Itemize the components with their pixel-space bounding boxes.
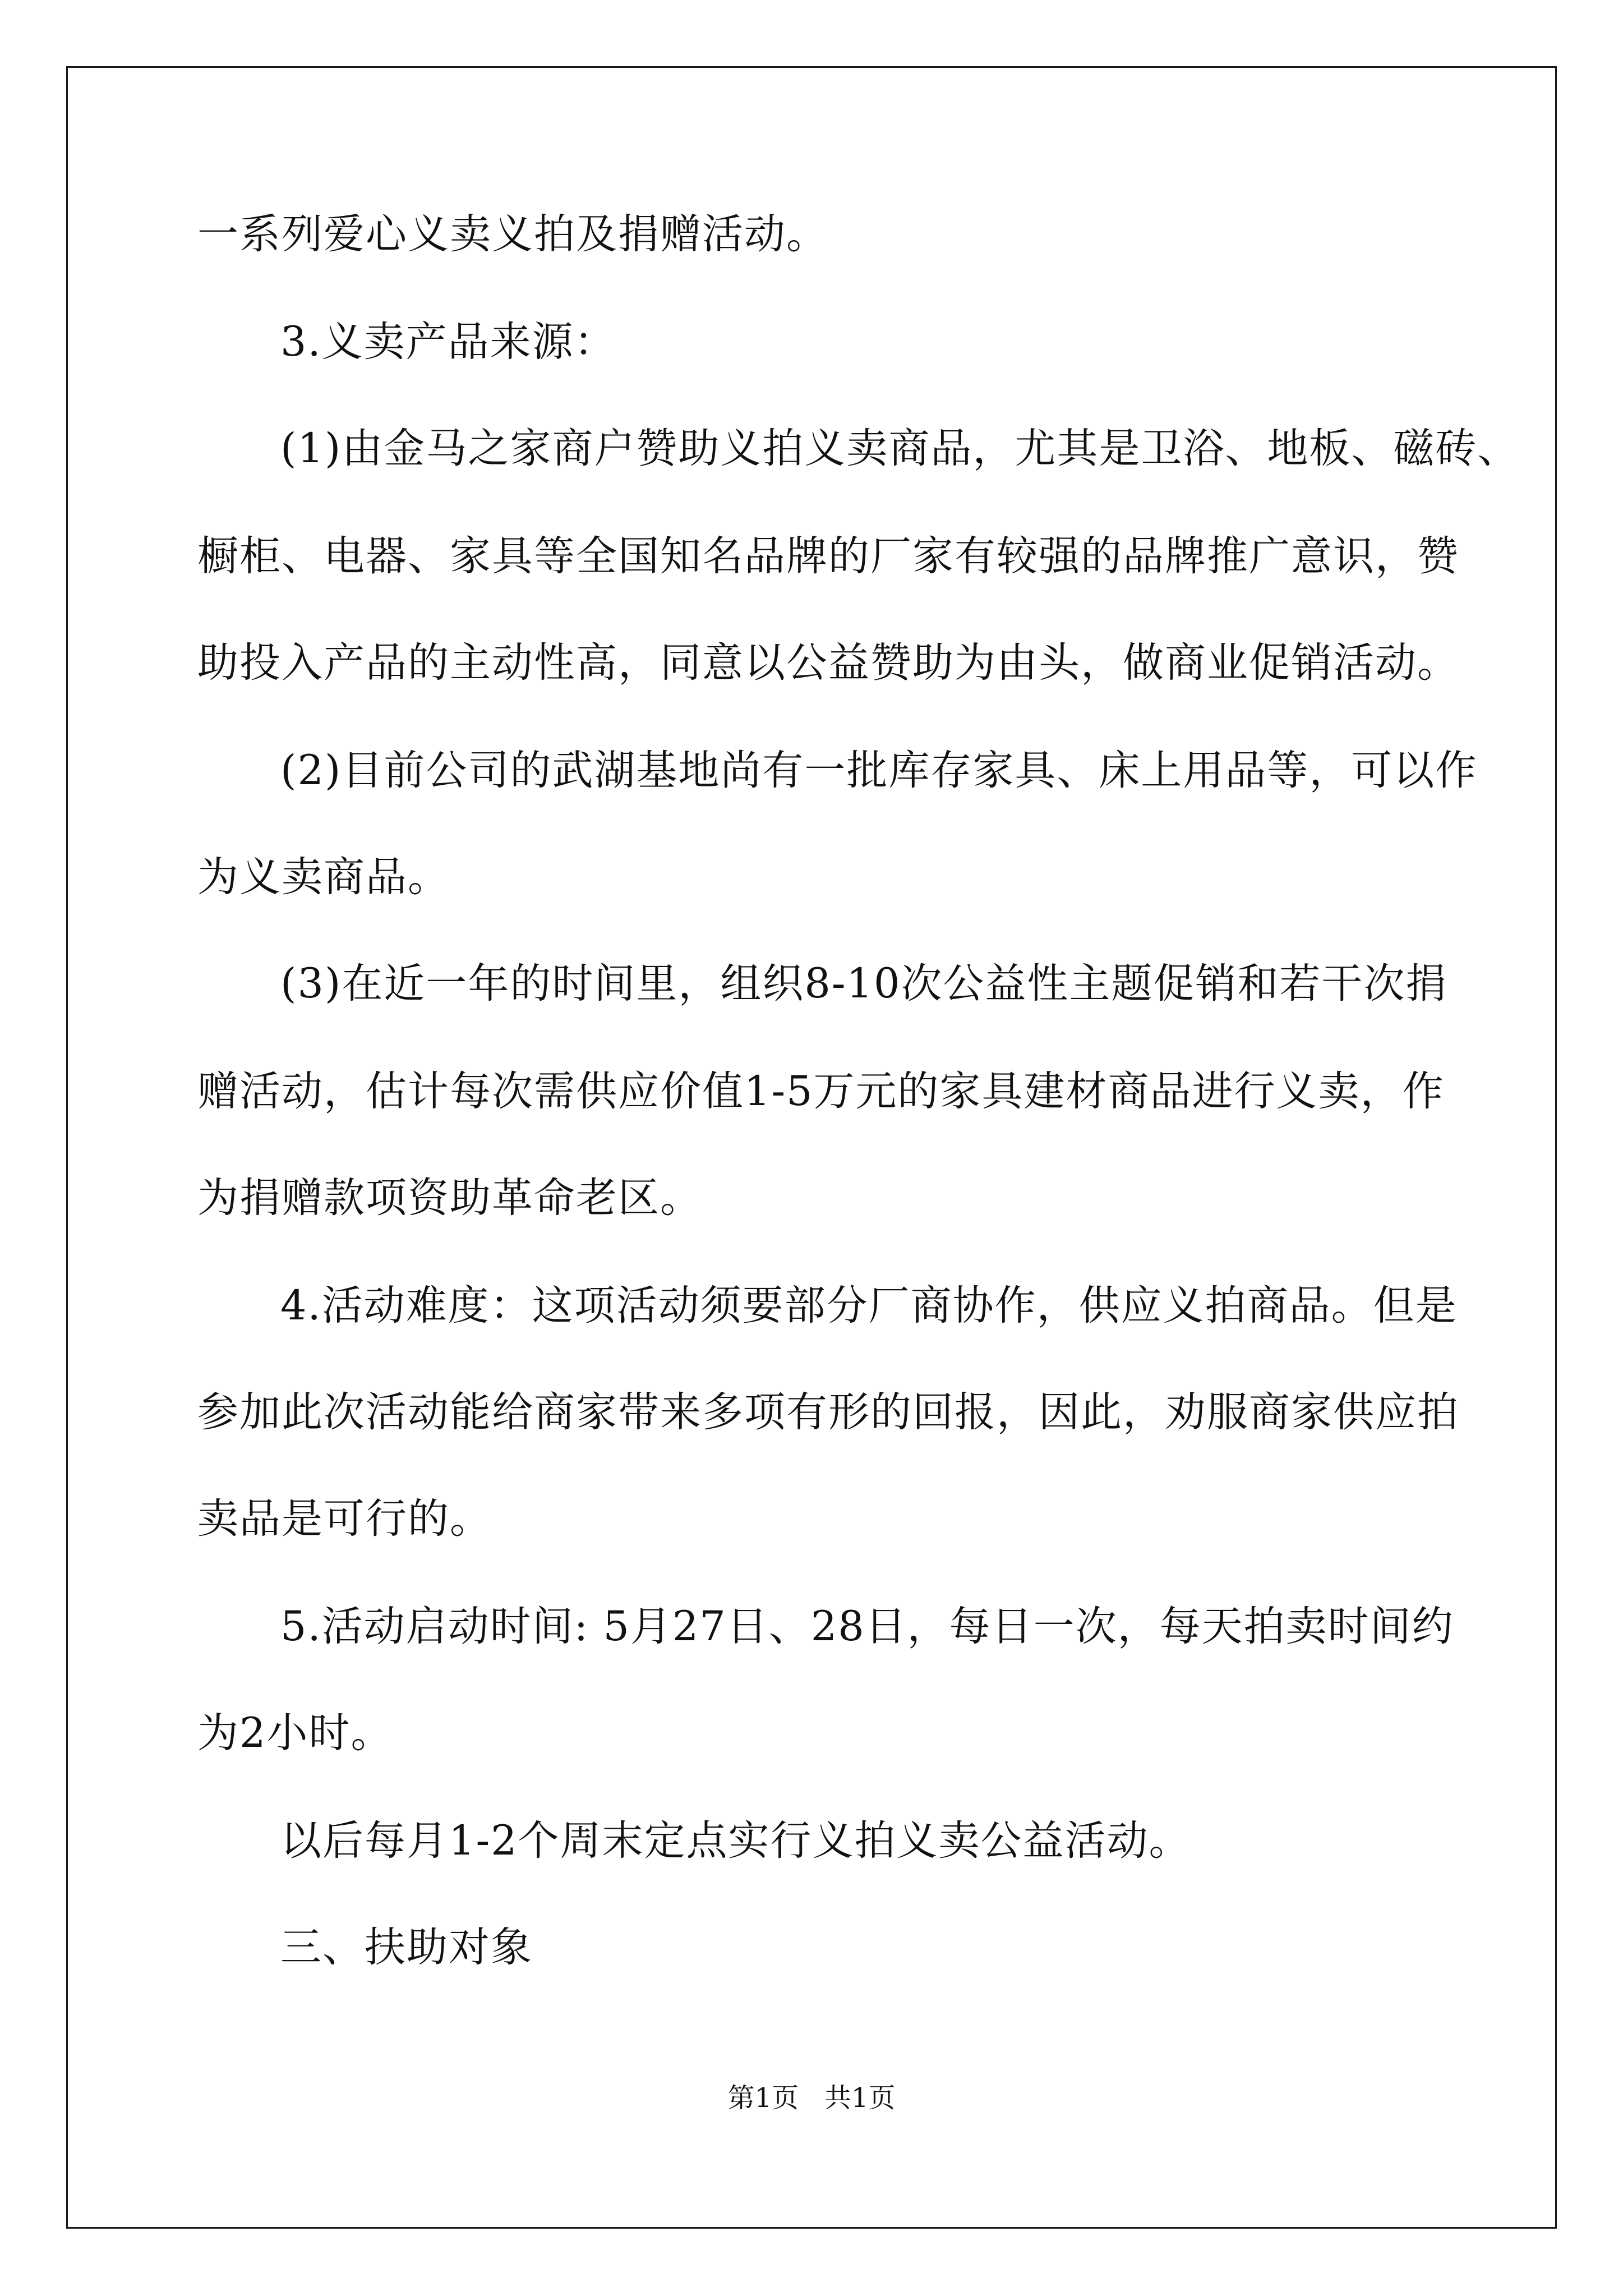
paragraph-line: 一系列爱心义卖义拍及捐赠活动。 xyxy=(197,210,828,258)
paragraph-line: 赠活动，估计每次需供应价值1-5万元的家具建材商品进行义卖，作 xyxy=(197,1068,1445,1115)
paragraph-line: 卖品是可行的。 xyxy=(197,1495,492,1543)
paragraph-line: 为义卖商品。 xyxy=(197,853,450,901)
section-heading: 三、扶助对象 xyxy=(280,1924,533,1971)
paragraph-line: (1)由金马之家商户赞助义拍义卖商品，尤其是卫浴、地板、磁砖、 xyxy=(280,425,1520,472)
paragraph-line: 5.活动启动时间: 5月27日、28日，每日一次，每天拍卖时间约 xyxy=(280,1603,1454,1650)
paragraph-line: 为2小时。 xyxy=(197,1709,393,1757)
paragraph-line: 橱柜、电器、家具等全国知名品牌的厂家有较强的品牌推广意识，赞 xyxy=(197,532,1459,580)
paragraph-line: 参加此次活动能给商家带来多项有形的回报，因此，劝服商家供应拍 xyxy=(197,1388,1459,1436)
paragraph-line: (3)在近一年的时间里，组织8-10次公益性主题促销和若干次捐 xyxy=(280,960,1448,1007)
paragraph-line: 以后每月1-2个周末定点实行义拍义卖公益活动。 xyxy=(280,1817,1191,1865)
paragraph-line: 助投入产品的主动性高，同意以公益赞助为由头，做商业促销活动。 xyxy=(197,639,1459,687)
page-border xyxy=(66,66,1557,2229)
paragraph-line: 4.活动难度：这项活动须要部分厂商协作，供应义拍商品。但是 xyxy=(280,1282,1458,1329)
paragraph-line: (2)目前公司的武湖基地尚有一批库存家具、床上用品等，可以作 xyxy=(280,747,1478,794)
paragraph-line: 为捐赠款项资助革命老区。 xyxy=(197,1174,702,1222)
page-footer: 第1页 共1页 xyxy=(727,2082,896,2114)
paragraph-line: 3.义卖产品来源： xyxy=(280,318,616,366)
